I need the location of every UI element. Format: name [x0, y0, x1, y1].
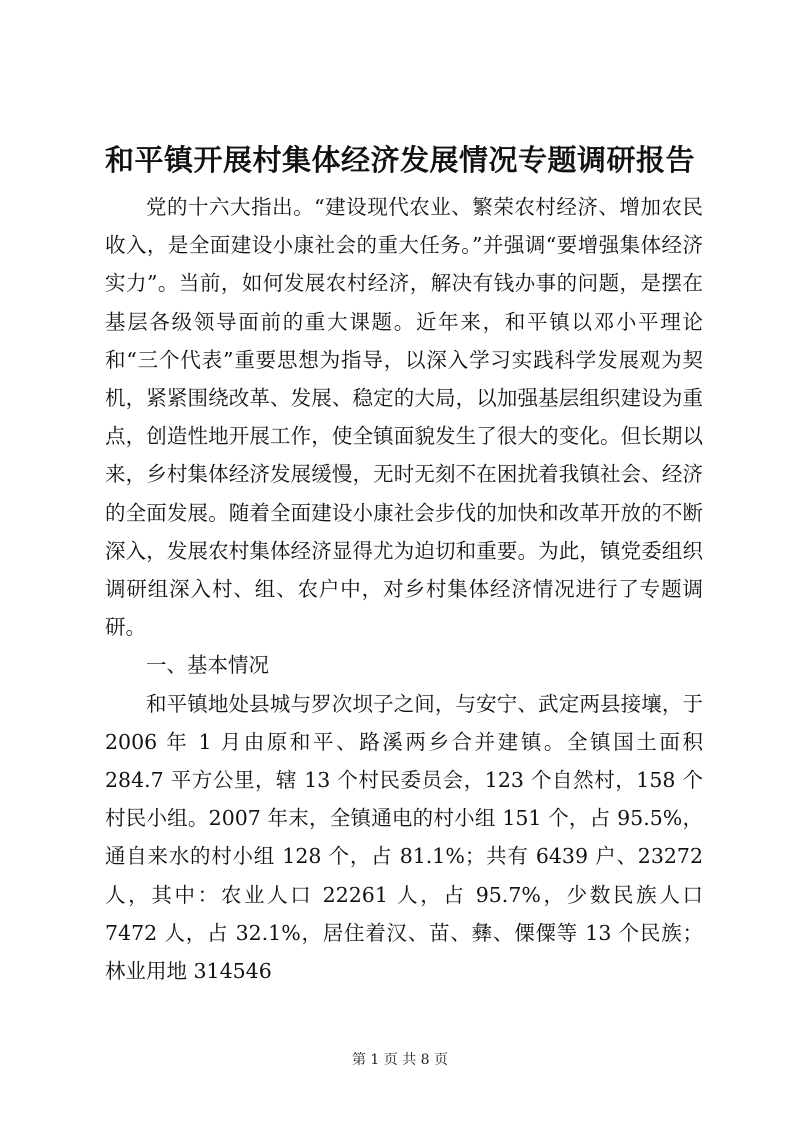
section-heading-basic-situation: 一、基本情况	[146, 653, 269, 678]
paragraph-intro: 党的十六大指出。“建设现代农业、繁荣农村经济、增加农民收入，是全面建设小康社会的重大任务。”并强调“要增强集体经济实力”。当前，如何发展农村经济，解决有钱办事的问题，是摆在基层各级领导面前的重大课题。近年来，和平镇以邓小平理论和“三个代表”重要思想为指导，以深入学习实践科学发展观为契机，紧紧围绕改革、发展、稳定的大局，以加强基层组织建设为重点，创造性地开展工作，使全镇面貌发生了很大的变化。但长期以来，乡村集体经济发展缓慢，无时无刻不在困扰着我镇社会、经济的全面发展。随着全面建设小康社会步伐的加快和改革开放的不断深入，发展农村集体经济显得尤为迫切和重要。为此，镇党委组织调研组深入村、组、农户中，对乡村集体经济情况进行了专题调研。	[105, 195, 703, 640]
document-body	[105, 188, 703, 990]
document-title: 和平镇开展村集体经济发展情况专题调研报告	[104, 143, 695, 177]
page-indicator: 第 1 页 共 8 页	[351, 1052, 449, 1068]
paragraph-basic-situation: 和平镇地处县城与罗次坝子之间，与安宁、武定两县接壤，于 2006 年 1 月由原和平、路溪两乡合并建镇。全镇国土面积 284.7 平方公里，辖 13 个村民委员会，123 个自然村，158 个村民小组。2007 年末，全镇通电的村小组 151 个，占 95.5%，通自来水的村小组 128 个，占 81.1%；共有 6439 户、23272 人，其中：农业人口 22261 人，占 95.7%，少数民族人口 7472 人，占 32.1%，居住着汉、苗、彝、傈僳等 13 个民族；林业用地 314546	[105, 691, 703, 984]
page-footer	[0, 1050, 800, 1070]
